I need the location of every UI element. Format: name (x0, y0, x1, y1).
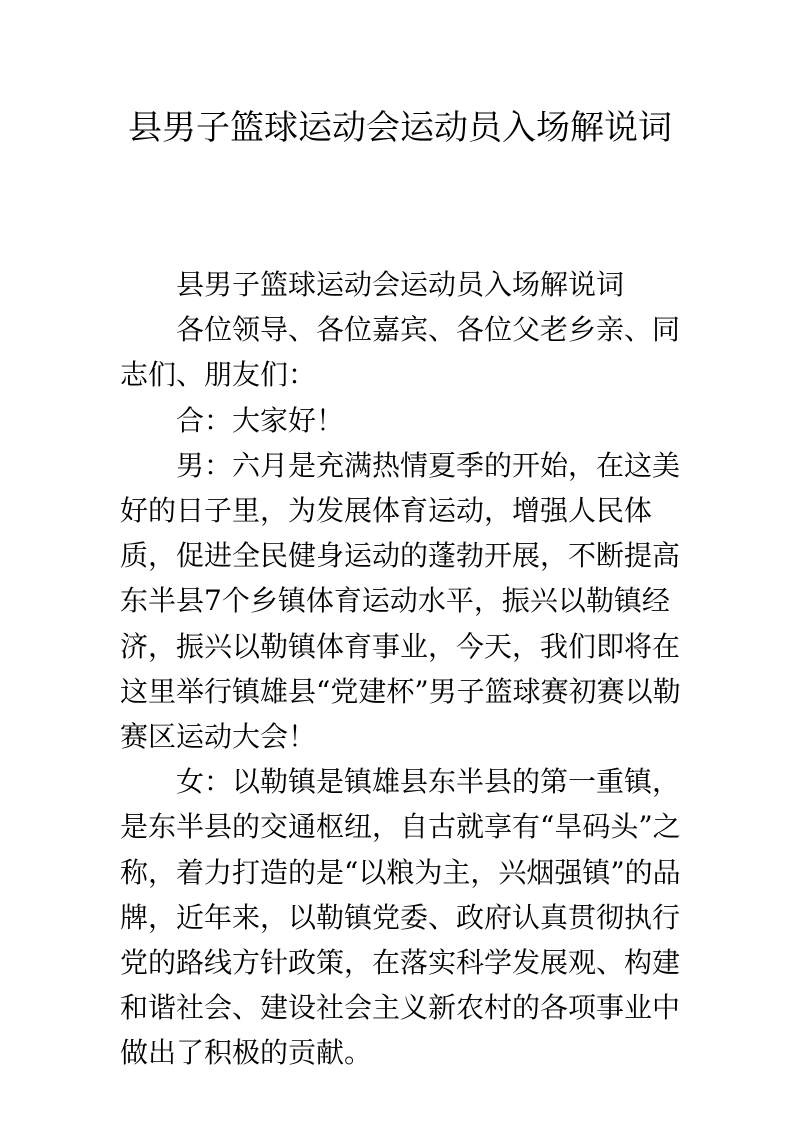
paragraph-female-speaker: 女：以勒镇是镇雄县东半县的第一重镇，是东半县的交通枢纽，自古就享有“旱码头”之称，着力打造的是“以粮为主，兴烟强镇”的品牌，近年来，以勒镇党委、政府认真贯彻执行党的路线方针政策，在落实科学发展观、构建和谐社会、建设社会主义新农村的各项事业中做出了积极的贡献。 (120, 765, 681, 1070)
paragraph-greeting: 各位领导、各位嘉宾、各位父老乡亲、同志们、朋友们： (120, 313, 681, 392)
document-body (120, 262, 690, 1076)
paragraph-welcome: 合：大家好！ (176, 403, 345, 437)
document-title: 县男子篮球运动会运动员入场解说词 (128, 108, 672, 148)
paragraph-male-speaker: 男：六月是充满热情夏季的开始，在这美好的日子里，为发展体育运动，增强人民体质，促进全民健身运动的蓬勃开展，不断提高东半县7个乡镇体育运动水平，振兴以勒镇经济，振兴以勒镇体育事业，今天，我们即将在这里举行镇雄县“党建杯”男子篮球赛初赛以勒赛区运动大会！ (120, 448, 681, 754)
paragraph-subtitle: 县男子篮球运动会运动员入场解说词 (176, 268, 625, 301)
